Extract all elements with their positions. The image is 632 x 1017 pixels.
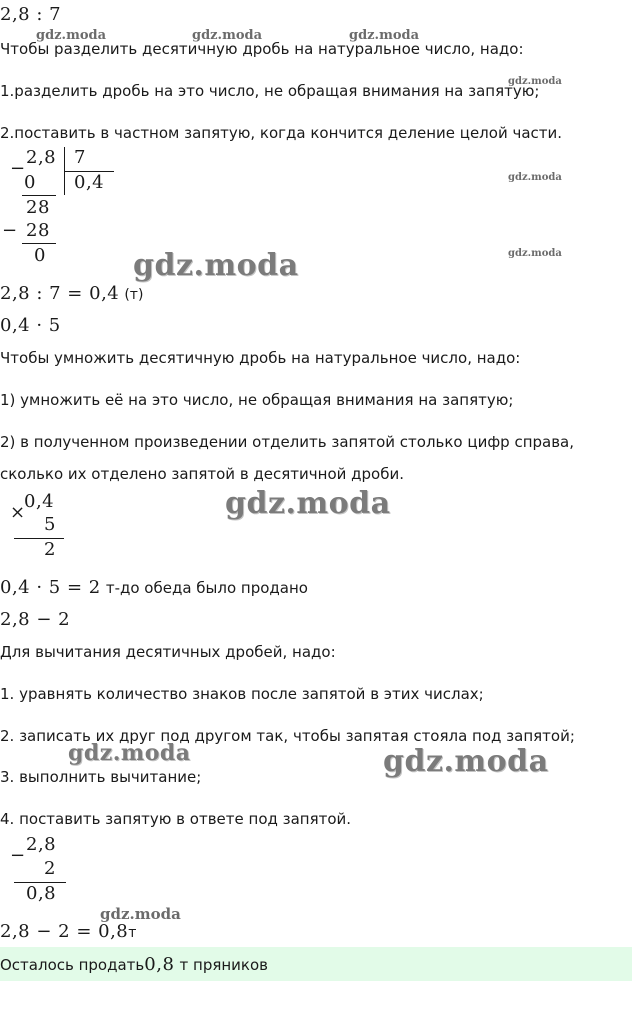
- multiplication-result-math: 0,4 · 5 = 2: [0, 577, 101, 598]
- watermark-large: gdz.moda: [133, 248, 299, 283]
- minus-sign: −: [10, 845, 26, 866]
- multiplication-rule-step-1: 1) умножить её на это число, не обращая внимания на запятую;: [0, 391, 514, 409]
- answer-line: [0, 954, 268, 975]
- multiplication-rule-title: Чтобы умножить десятичную дробь на натуральное число, надо:: [0, 349, 521, 367]
- division-result: [0, 283, 143, 304]
- division-result-math: 2,8 : 7 = 0,4: [0, 283, 120, 304]
- division-rule-step-2: 2.поставить в частном запятую, когда кончится деление целой части.: [0, 124, 563, 142]
- subtraction-rule-step-4: 4. поставить запятую в ответе под запятой.: [0, 810, 352, 828]
- subtraction-rule-step-2: 2. записать их друг под другом так, чтобы запятая стояла под запятой;: [0, 727, 575, 745]
- second-subtrahend: 28: [26, 220, 50, 241]
- divisor: 7: [74, 147, 86, 168]
- dividend: 2,8: [26, 147, 57, 168]
- underline: [22, 195, 56, 196]
- factor-bottom: 5: [44, 514, 56, 535]
- answer-unit: т пряников: [179, 956, 268, 974]
- multiplication-result: [0, 577, 308, 598]
- multiplication-rule-step-3: сколько их отделено запятой в десятичной дроби.: [0, 465, 404, 483]
- quotient: 0,4: [74, 172, 105, 193]
- division-rule-step-1: 1.разделить дробь на это число, не обращая внимания на запятую;: [0, 82, 540, 100]
- multiplication-expression: 0,4 · 5: [0, 315, 61, 336]
- underline: [14, 538, 64, 539]
- division-rule-title: Чтобы разделить десятичную дробь на натуральное число, надо:: [0, 40, 524, 58]
- first-subtrahend: 0: [24, 172, 36, 193]
- underline: [22, 243, 56, 244]
- multiplication-result-text: т-до обеда было продано: [105, 579, 308, 597]
- minus-sign: −: [10, 158, 26, 179]
- watermark: gdz.moda: [349, 28, 420, 43]
- subtraction-rule-step-3: 3. выполнить вычитание;: [0, 768, 202, 786]
- multiplication-rule-step-2: 2) в полученном произведении отделить запятой столько цифр справа,: [0, 433, 575, 451]
- watermark: gdz.moda: [192, 28, 263, 43]
- factor-top: 0,4: [24, 491, 55, 512]
- product: 2: [44, 539, 56, 560]
- answer-text: Осталось продать: [0, 956, 145, 974]
- subtraction-expression: 2,8 − 2: [0, 609, 71, 630]
- remainder: 0: [34, 245, 46, 266]
- difference: 0,8: [26, 883, 57, 904]
- watermark: gdz.moda: [100, 905, 181, 923]
- subtraction-rule-title: Для вычитания десятичных дробей, надо:: [0, 643, 336, 661]
- watermark: gdz.moda: [68, 740, 191, 766]
- subtrahend: 2: [44, 858, 56, 879]
- division-expression: 2,8 : 7: [0, 4, 62, 25]
- division-result-unit: (т): [124, 287, 144, 303]
- watermark-large: gdz.moda: [383, 744, 549, 779]
- watermark: gdz.moda: [508, 172, 562, 183]
- brought-down: 28: [26, 197, 50, 218]
- minuend: 2,8: [26, 834, 57, 855]
- minus-sign: −: [2, 220, 18, 241]
- subtraction-result: [0, 921, 136, 942]
- subtraction-result-math: 2,8 − 2 = 0,8: [0, 921, 129, 942]
- watermark: gdz.moda: [36, 28, 107, 43]
- subtraction-rule-step-1: 1. уравнять количество знаков после запятой в этих числах;: [0, 685, 484, 703]
- answer-box: [0, 947, 632, 981]
- times-sign: ×: [10, 502, 26, 523]
- watermark: gdz.moda: [508, 76, 562, 87]
- answer-value: 0,8: [144, 954, 175, 975]
- watermark-large: gdz.moda: [225, 486, 391, 521]
- subtraction-result-unit: т: [128, 925, 137, 941]
- watermark: gdz.moda: [508, 248, 562, 259]
